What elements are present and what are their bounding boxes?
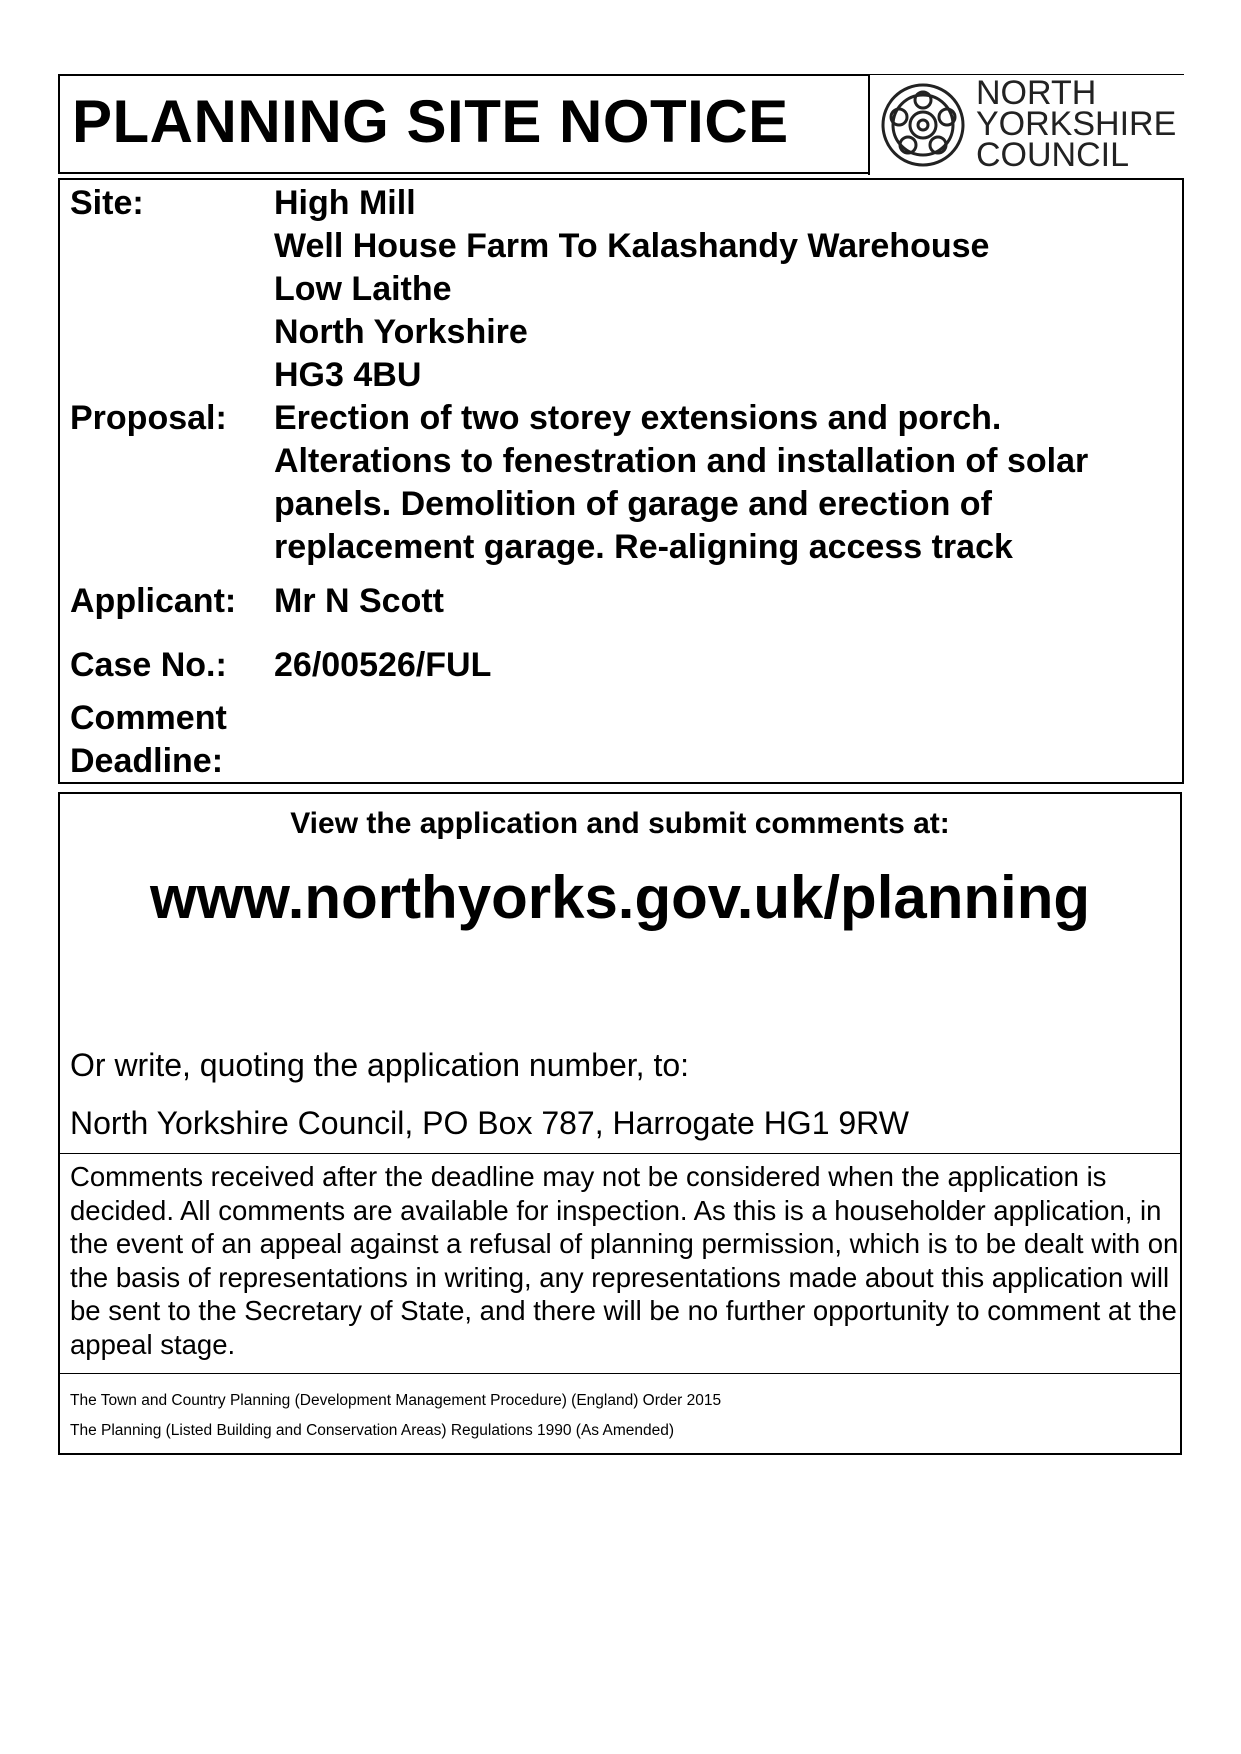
write-instructions: Or write, quoting the application number, to: xyxy=(70,1047,690,1083)
applicant-label: Applicant: xyxy=(70,582,237,620)
rose-icon xyxy=(876,82,970,168)
proposal-line: replacement garage. Re-aligning access track xyxy=(274,528,1013,566)
deadline-label: Comment xyxy=(70,699,227,737)
disclaimer-text: Comments received after the deadline may not be considered when the application is decided. All comments are available for inspection. As this is a householder application, in the event of an appeal against a refusal of planning permission, which is to be dealt with on the basis of representations in writing, any representations made about this application will be sent to the Secretary of State, and there will be no further opportunity to comment at the appeal stage. xyxy=(70,1161,1179,1360)
legal-reference: The Planning (Listed Building and Conservation Areas) Regulations 1990 (As Amended) xyxy=(70,1422,675,1439)
council-logo-text xyxy=(976,74,1177,174)
site-line: High Mill xyxy=(274,184,416,222)
site-label: Site: xyxy=(70,184,144,222)
logo-line: YORKSHIRE xyxy=(976,105,1177,143)
site-line: Well House Farm To Kalashandy Warehouse xyxy=(274,227,990,265)
proposal-line: Erection of two storey extensions and porch. xyxy=(274,399,1002,437)
postal-address: North Yorkshire Council, PO Box 787, Harrogate HG1 9RW xyxy=(70,1105,909,1141)
site-line: North Yorkshire xyxy=(274,313,528,351)
divider xyxy=(59,1373,1181,1374)
logo-line: COUNCIL xyxy=(976,136,1130,174)
proposal-line: Alterations to fenestration and installation of solar xyxy=(274,442,1089,480)
site-line: Low Laithe xyxy=(274,270,452,308)
deadline-label: Deadline: xyxy=(70,742,224,780)
view-instructions: View the application and submit comments at: xyxy=(290,807,950,840)
applicant-value: Mr N Scott xyxy=(274,582,444,620)
logo-line: NORTH xyxy=(976,74,1097,112)
proposal-label: Proposal: xyxy=(70,399,227,437)
case-number: 26/00526/FUL xyxy=(274,646,492,684)
notice-title: PLANNING SITE NOTICE xyxy=(72,88,789,155)
proposal-line: panels. Demolition of garage and erection of xyxy=(274,485,992,523)
planning-url: www.northyorks.gov.uk/planning xyxy=(149,864,1091,931)
divider xyxy=(59,1153,1181,1154)
legal-reference: The Town and Country Planning (Development Management Procedure) (England) Order 2015 xyxy=(70,1392,722,1409)
case-label: Case No.: xyxy=(70,646,227,684)
site-line: HG3 4BU xyxy=(274,356,422,394)
